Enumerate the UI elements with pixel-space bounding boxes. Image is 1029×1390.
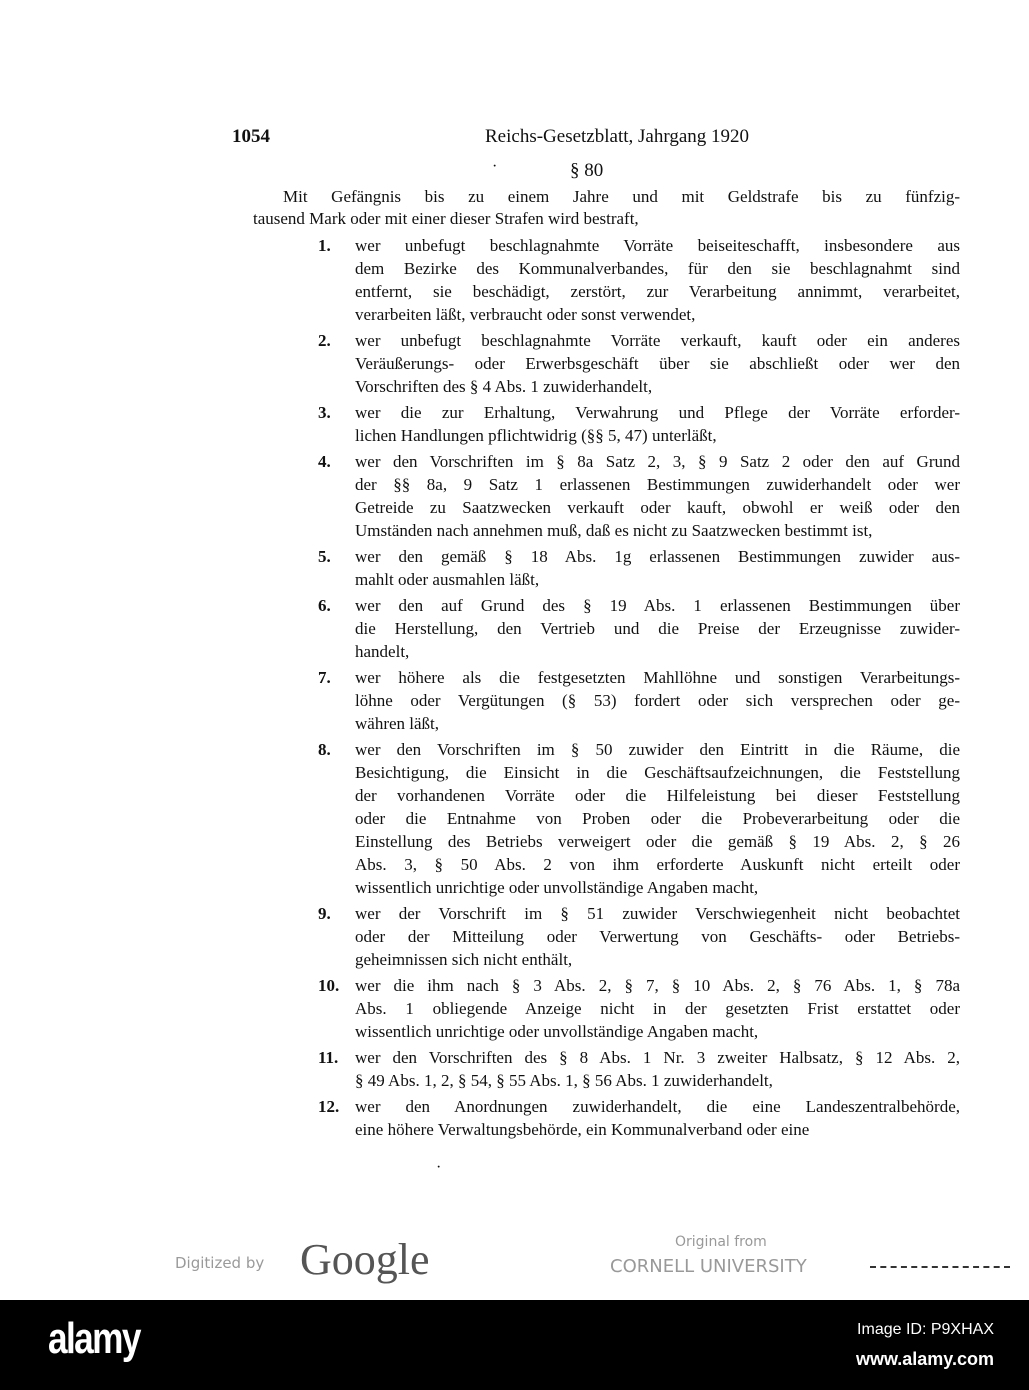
item-number: 10. [318,976,340,995]
text-line: entfernt, sie beschädigt, zerstört, zur Verarbeitung annimmt, verarbeitet, [355,282,960,301]
item-text [355,450,960,542]
institution-label: CORNELL UNIVERSITY [610,1256,807,1277]
item-number: 2. [318,331,331,350]
text-line: Vorschriften des § 4 Abs. 1 zuwiderhandelt, [355,377,653,396]
text-line: Getreide zu Saatzwecken verkauft oder kauft, obwohl er weiß oder den [355,498,960,517]
image-id: Image ID: P9XHAX [857,1321,994,1338]
list-item [318,974,960,1043]
text-line: wer die ihm nach § 3 Abs. 2, § 7, § 10 Abs. 2, § 76 Abs. 1, § 78a [355,976,960,995]
list-item [318,666,960,735]
list-item [318,902,960,971]
list-item [318,545,960,591]
item-text [355,974,960,1043]
text-line: wer den gemäß § 18 Abs. 1g erlassenen Bestimmungen zuwider aus- [355,547,960,566]
stray-dot: · [436,1159,442,1176]
running-title: Reichs-Gesetzblatt, Jahrgang 1920 [485,126,749,147]
running-header [232,126,962,152]
text-line: wer den Vorschriften im § 8a Satz 2, 3, § 9 Satz 2 oder den auf Grund [355,452,960,471]
item-number: 9. [318,904,331,923]
list-item [318,450,960,542]
item-number: 6. [318,596,331,615]
text-line: eine höhere Verwaltungsbehörde, ein Kommunalverband oder eine [355,1120,810,1139]
item-number: 4. [318,452,331,471]
intro-line: Mit Gefängnis bis zu einem Jahre und mit Geldstrafe bis zu fünfzig- [283,187,960,206]
text-line: wer den Vorschriften des § 8 Abs. 1 Nr. 3 zweiter Halbsatz, § 12 Abs. 2, [355,1048,960,1067]
list-item [318,329,960,398]
list-item [318,401,960,447]
text-line: Abs. 3, § 50 Abs. 2 von ihm erforderte Auskunft nicht erteilt oder [355,855,960,874]
item-number: 1. [318,236,331,255]
item-text [355,234,960,326]
item-number: 12. [318,1097,340,1116]
text-line: wissentlich unrichtige oder unvollständige Angaben macht, [355,1022,759,1041]
text-line: lichen Handlungen pflichtwidrig (§§ 5, 47) unterläßt, [355,426,717,445]
digitization-footer [0,1234,1029,1298]
text-line: währen läßt, [355,714,440,733]
text-line: wer unbefugt beschlagnahmte Vorräte beiseiteschafft, insbesondere aus [355,236,960,255]
text-line: der vorhandenen Vorräte oder die Hilfeleistung bei dieser Feststellung [355,786,960,805]
text-line: verarbeiten läßt, verbraucht oder sonst verwendet, [355,305,696,324]
item-text [355,666,960,735]
list-item [318,1095,960,1141]
site-url: www.alamy.com [855,1349,994,1369]
list-item [318,594,960,663]
dashed-rule [870,1266,1010,1268]
item-number: 7. [318,668,331,687]
alamy-logo: alamy [48,1314,140,1363]
section-heading: § 80 [570,160,604,181]
list-item [318,738,960,899]
text-line: oder die Entnahme von Proben oder die Probeverarbeitung oder die [355,809,960,828]
text-line: wer unbefugt beschlagnahmte Vorräte verkauft, kauft oder ein anderes [355,331,960,350]
watermark-band [0,1300,1029,1390]
text-line: geheimnissen sich nicht enthält, [355,950,573,969]
text-line: wer den Vorschriften im § 50 zuwider den Eintritt in die Räume, die [355,740,960,759]
text-line: Umständen nach annehmen muß, daß es nicht zu Saatzwecken bestimmt ist, [355,521,873,540]
text-line: § 49 Abs. 1, 2, § 54, § 55 Abs. 1, § 56 Abs. 1 zuwiderhandelt, [355,1071,773,1090]
item-number: 8. [318,740,331,759]
text-line: mahlt oder ausmahlen läßt, [355,570,540,589]
text-line: wer der Vorschrift im § 51 zuwider Verschwiegenheit nicht beobachtet [355,904,960,923]
item-text [355,545,960,591]
text-line: löhne oder Vergütungen (§ 53) fordert oder sich versprechen oder ge- [355,691,960,710]
item-text [355,401,960,447]
item-number: 5. [318,547,331,566]
text-line: dem Bezirke des Kommunalverbandes, für den sie beschlagnahmt sind [355,259,960,278]
google-logo: Google [300,1235,430,1284]
text-line: wer die zur Erhaltung, Verwahrung und Pflege der Vorräte erforder- [355,403,960,422]
list-item [318,1046,960,1092]
numbered-list [318,234,960,1144]
stray-dot: · [492,158,498,175]
item-text [355,902,960,971]
text-line: wer den Anordnungen zuwiderhandelt, die eine Landeszentralbehörde, [355,1097,960,1116]
text-line: Besichtigung, die Einsicht in die Geschäftsaufzeichnungen, die Feststellung [355,763,960,782]
intro-line: tausend Mark oder mit einer dieser Strafen wird bestraft, [253,209,639,228]
text-line: die Herstellung, den Vertrieb und die Preise der Erzeugnisse zuwider- [355,619,960,638]
text-line: Veräußerungs- oder Erwerbsgeschäft über sie abschließt oder wer den [355,354,960,373]
list-item [318,234,960,326]
text-line: handelt, [355,642,410,661]
item-text [355,329,960,398]
text-line: Abs. 1 obliegende Anzeige nicht in der gesetzten Frist erstattet oder [355,999,960,1018]
digitized-by-label: Digitized by [175,1254,265,1272]
item-text [355,594,960,663]
text-line: oder der Mitteilung oder Verwertung von Geschäfts- oder Betriebs- [355,927,960,946]
page-number: 1054 [232,126,270,147]
text-line: wissentlich unrichtige oder unvollständige Angaben macht, [355,878,759,897]
item-number: 3. [318,403,331,422]
item-text [355,738,960,899]
text-line: der §§ 8a, 9 Satz 1 erlassenen Bestimmungen zuwiderhandelt oder wer [355,475,960,494]
text-line: wer höhere als die festgesetzten Mahllöhne und sonstigen Verarbeitungs- [355,668,960,687]
text-line: Einstellung des Betriebs verweigert oder die gemäß § 19 Abs. 2, § 26 [355,832,960,851]
item-number: 11. [318,1048,339,1067]
item-text [355,1046,960,1092]
original-from-label: Original from [675,1234,767,1250]
intro-paragraph [253,186,960,230]
item-text [355,1095,960,1141]
text-line: wer den auf Grund des § 19 Abs. 1 erlassenen Bestimmungen über [355,596,960,615]
